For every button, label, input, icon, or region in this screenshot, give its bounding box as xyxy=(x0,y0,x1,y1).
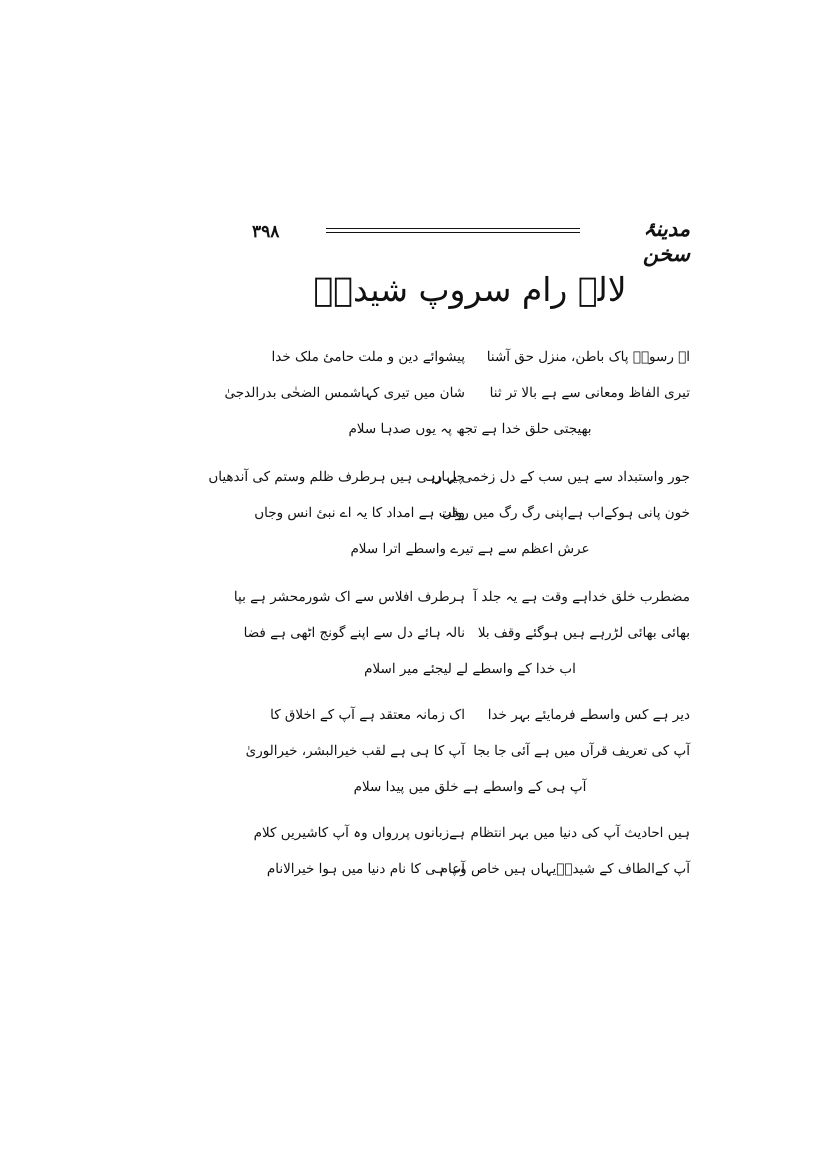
hemistich-first: جور واستبداد سے ہیں سب کے دل زخمی یہاں xyxy=(431,469,690,485)
hemistich-second: اک زمانہ معتقد ہے آپ کے اخلاق کا xyxy=(270,707,465,723)
refrain-line: آپ ہی کے واسطے ہے خلق میں پیدا سلام xyxy=(353,779,587,795)
book-title: مدینۂ سخن xyxy=(642,216,690,266)
stanza-4 xyxy=(245,704,690,812)
hemistich-second: آپ کا ہی ہے لقب خیرالبشر، خیرالوریٰ xyxy=(245,743,465,759)
hemistich-first: مضطرب خلق خداہے وقت ہے یہ جلد آ xyxy=(473,589,690,605)
stanza-5 xyxy=(250,822,690,894)
page-number: ۳۹۸ xyxy=(252,222,280,242)
hemistich-second: پیشوائے دین و ملت حامیٔ ملک خدا xyxy=(271,349,465,365)
couplet-line xyxy=(245,740,690,776)
couplet-line xyxy=(243,622,690,658)
couplet-line xyxy=(233,586,690,622)
hemistich-second: آپ ہی کا نام دنیا میں ہوا خیرالانام xyxy=(266,861,465,877)
refrain-line: اب خدا کے واسطے لے لیجئے میر اسلام xyxy=(364,661,576,677)
poet-name: لالہ رام سروپ شیداؔ xyxy=(313,270,627,309)
hemistich-second: نالہ ہائے دل سے اپنے گونج اٹھی ہے فضا xyxy=(243,625,465,641)
hemistich-second: وقت ہے امداد کا یہ اے نبیٔ انس وجاں xyxy=(254,505,465,521)
hemistich-first: تیری الفاظ ومعانی سے ہے بالا تر ثنا xyxy=(489,385,690,401)
couplet-line xyxy=(250,858,690,894)
couplet-line xyxy=(250,346,690,382)
couplet-line xyxy=(224,382,690,418)
couplet-line xyxy=(208,466,690,502)
hemistich-second: چل رہی ہیں ہرطرف ظلم وستم کی آندھیاں xyxy=(208,469,465,485)
hemistich-second: ہرطرف افلاس سے اک شورمحشر ہے بپا xyxy=(233,589,465,605)
hemistich-second: ہےزبانوں پررواں وہ آپ کاشیریں کلام xyxy=(253,825,465,841)
refrain-line: بھیجتی حلق خدا ہے تجھ پہ یوں صدہا سلام xyxy=(348,421,592,437)
header-double-rule xyxy=(326,228,580,233)
hemistich-first: دیر ہے کس واسطے فرمایئے بہر خدا xyxy=(487,707,690,723)
hemistich-first: آپ کےالطاف کے شیداؔیہاں ہیں خاص وعام xyxy=(439,861,690,877)
stanza-2 xyxy=(208,466,690,574)
hemistich-second: شان میں تیری کہاشمس الضحٰی بدرالدجیٰ xyxy=(224,385,465,401)
hemistich-first: اے رسولؐ پاک باطن، منزل حق آشنا xyxy=(486,349,690,365)
hemistich-first: خون پانی ہوکےاب ہےاپنی رگ رگ میں رواں xyxy=(442,505,690,521)
couplet-line xyxy=(250,502,690,538)
couplet-line xyxy=(250,822,690,858)
stanza-3 xyxy=(233,586,690,694)
refrain-line: عرش اعظم سے ہے تیرے واسطے اترا سلام xyxy=(350,541,590,557)
stanza-1 xyxy=(224,346,690,454)
hemistich-first: آپ کی تعریف قرآں میں ہے آئی جا بجا xyxy=(473,743,690,759)
hemistich-first: ہیں احادیث آپ کی دنیا میں بہر انتظام xyxy=(470,825,690,841)
couplet-line xyxy=(250,704,690,740)
hemistich-first: بھائی بھائی لڑرہے ہیں ہوگئے وقف بلا xyxy=(477,625,690,641)
